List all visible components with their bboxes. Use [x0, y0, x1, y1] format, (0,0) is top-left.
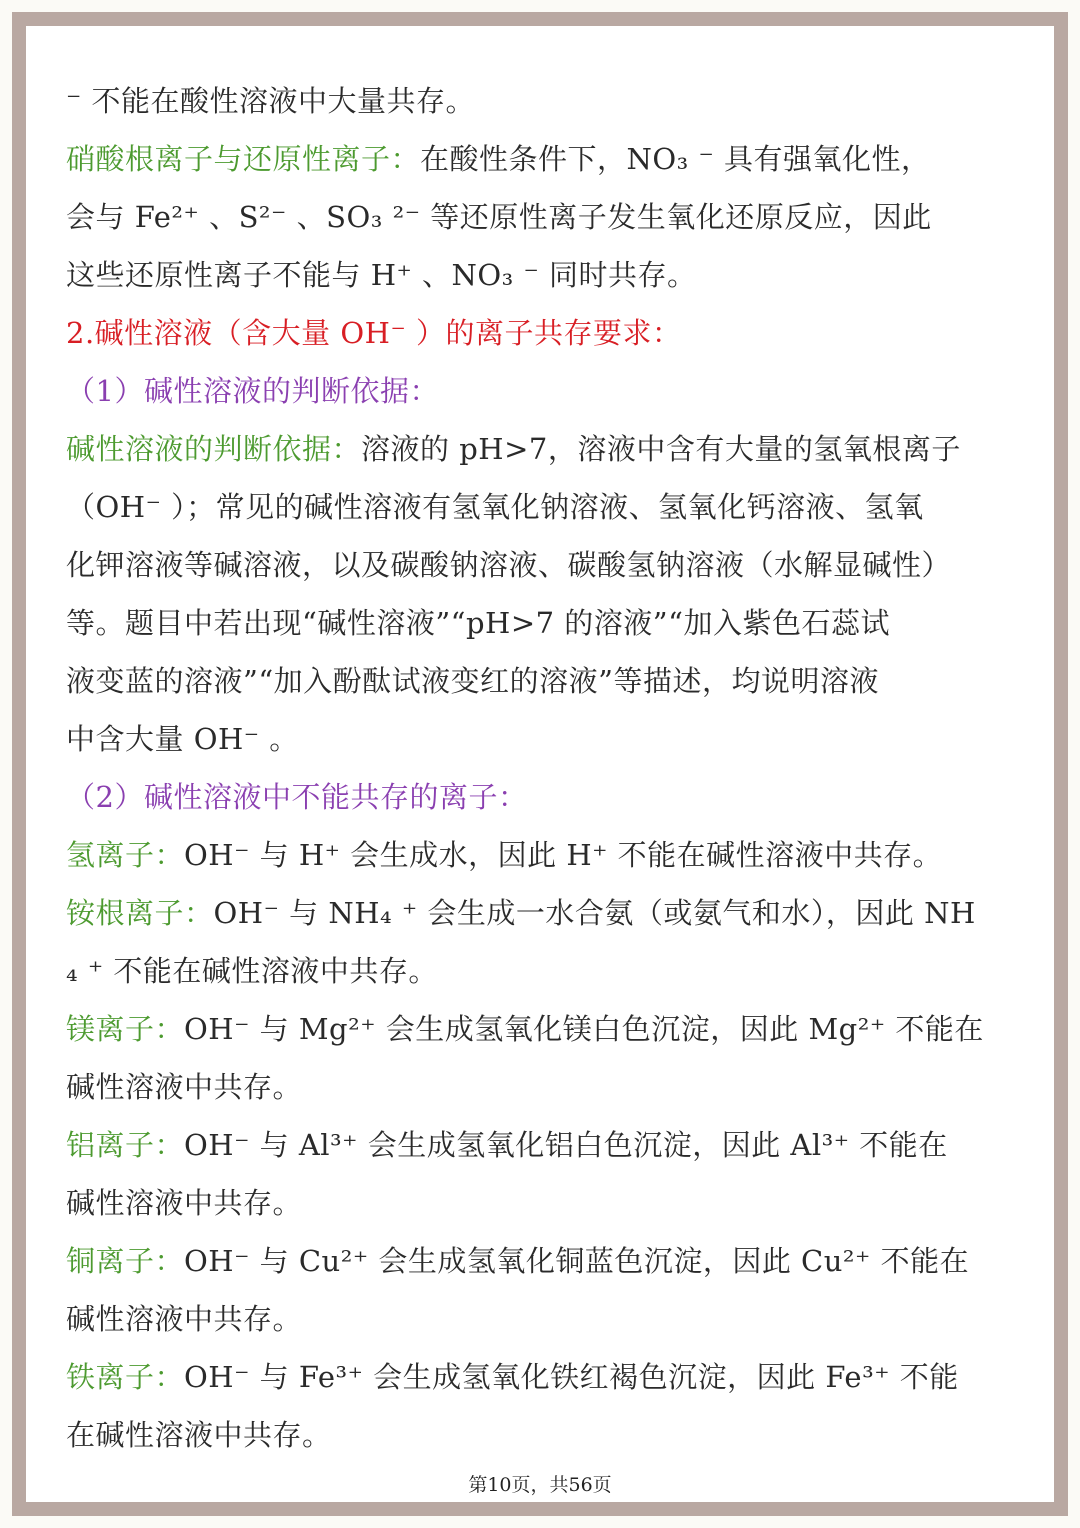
term-heading: 铜离子：: [66, 1244, 185, 1278]
text-line: [66, 478, 1016, 536]
text-line: [66, 1174, 1016, 1232]
line-text: 2.碱性溶液（含大量 OH⁻ ）的离子共存要求：: [66, 316, 682, 350]
line-text: 碱性溶液中共存。: [66, 1186, 303, 1220]
text-line: [66, 1116, 1016, 1174]
line-text: 在碱性溶液中共存。: [66, 1418, 332, 1452]
line-text: ⁻ 不能在酸性溶液中大量共存。: [66, 84, 476, 118]
subsection-heading: [66, 362, 1016, 420]
text-line: [66, 246, 1016, 304]
line-text: OH⁻ 与 Fe³⁺ 会生成氢氧化铁红褐色沉淀，因此 Fe³⁺ 不能: [184, 1360, 959, 1394]
text-line: [66, 942, 1016, 1000]
text-line: [66, 536, 1016, 594]
line-text: 会与 Fe²⁺ 、S²⁻ 、SO₃ ²⁻ 等还原性离子发生氧化还原反应，因此: [66, 200, 932, 234]
text-line: [66, 884, 1016, 942]
term-heading: 铝离子：: [66, 1128, 185, 1162]
text-line: [66, 1000, 1016, 1058]
line-text: OH⁻ 与 Al³⁺ 会生成氢氧化铝白色沉淀，因此 Al³⁺ 不能在: [184, 1128, 948, 1162]
term-heading: 碱性溶液的判断依据：: [66, 432, 362, 466]
line-text: 化钾溶液等碱溶液，以及碳酸钠溶液、碳酸氢钠溶液（水解显碱性）: [66, 548, 952, 582]
text-line: [66, 1058, 1016, 1116]
text-line: [66, 1348, 1016, 1406]
section-heading: [66, 304, 1016, 362]
line-text: 碱性溶液中共存。: [66, 1070, 303, 1104]
line-text: （OH⁻ ）；常见的碱性溶液有氢氧化钠溶液、氢氧化钙溶液、氢氧: [66, 490, 924, 524]
text-line: [66, 1406, 1016, 1464]
text-line: [66, 594, 1016, 652]
text-line: [66, 826, 1016, 884]
line-text: 中含大量 OH⁻ 。: [66, 722, 299, 756]
text-line: [66, 130, 1016, 188]
term-heading: 硝酸根离子与还原性离子：: [66, 142, 421, 176]
term-heading: 铵根离子：: [66, 896, 214, 930]
term-heading: 铁离子：: [66, 1360, 185, 1394]
line-text: 在酸性条件下，NO₃ ⁻ 具有强氧化性，: [420, 142, 931, 176]
text-line: [66, 188, 1016, 246]
line-text: （1）碱性溶液的判断依据：: [66, 374, 439, 408]
subsection-heading: [66, 768, 1016, 826]
line-text: 碱性溶液中共存。: [66, 1302, 303, 1336]
line-text: OH⁻ 与 Cu²⁺ 会生成氢氧化铜蓝色沉淀，因此 Cu²⁺ 不能在: [184, 1244, 970, 1278]
term-heading: 氢离子：: [66, 838, 185, 872]
line-text: 溶液的 pH>7，溶液中含有大量的氢氧根离子: [361, 432, 961, 466]
text-line: [66, 72, 1016, 130]
page-number: 第10页，共56页: [468, 1474, 612, 1496]
text-line: [66, 1290, 1016, 1348]
line-text: 这些还原性离子不能与 H⁺ 、NO₃ ⁻ 同时共存。: [66, 258, 697, 292]
page-content: [66, 72, 1016, 1464]
line-text: ₄ ⁺ 不能在碱性溶液中共存。: [66, 954, 438, 988]
text-line: [66, 420, 1016, 478]
line-text: （2）碱性溶液中不能共存的离子：: [66, 780, 528, 814]
line-text: 等。题目中若出现“碱性溶液”“pH>7 的溶液”“加入紫色石蕊试: [66, 606, 890, 640]
term-heading: 镁离子：: [66, 1012, 185, 1046]
text-line: [66, 710, 1016, 768]
line-text: OH⁻ 与 NH₄ ⁺ 会生成一水合氨（或氨气和水），因此 NH: [213, 896, 976, 930]
text-line: [66, 652, 1016, 710]
text-line: [66, 1232, 1016, 1290]
line-text: OH⁻ 与 H⁺ 会生成水，因此 H⁺ 不能在碱性溶液中共存。: [184, 838, 943, 872]
line-text: 液变蓝的溶液”“加入酚酞试液变红的溶液”等描述，均说明溶液: [66, 664, 879, 698]
line-text: OH⁻ 与 Mg²⁺ 会生成氢氧化镁白色沉淀，因此 Mg²⁺ 不能在: [184, 1012, 984, 1046]
